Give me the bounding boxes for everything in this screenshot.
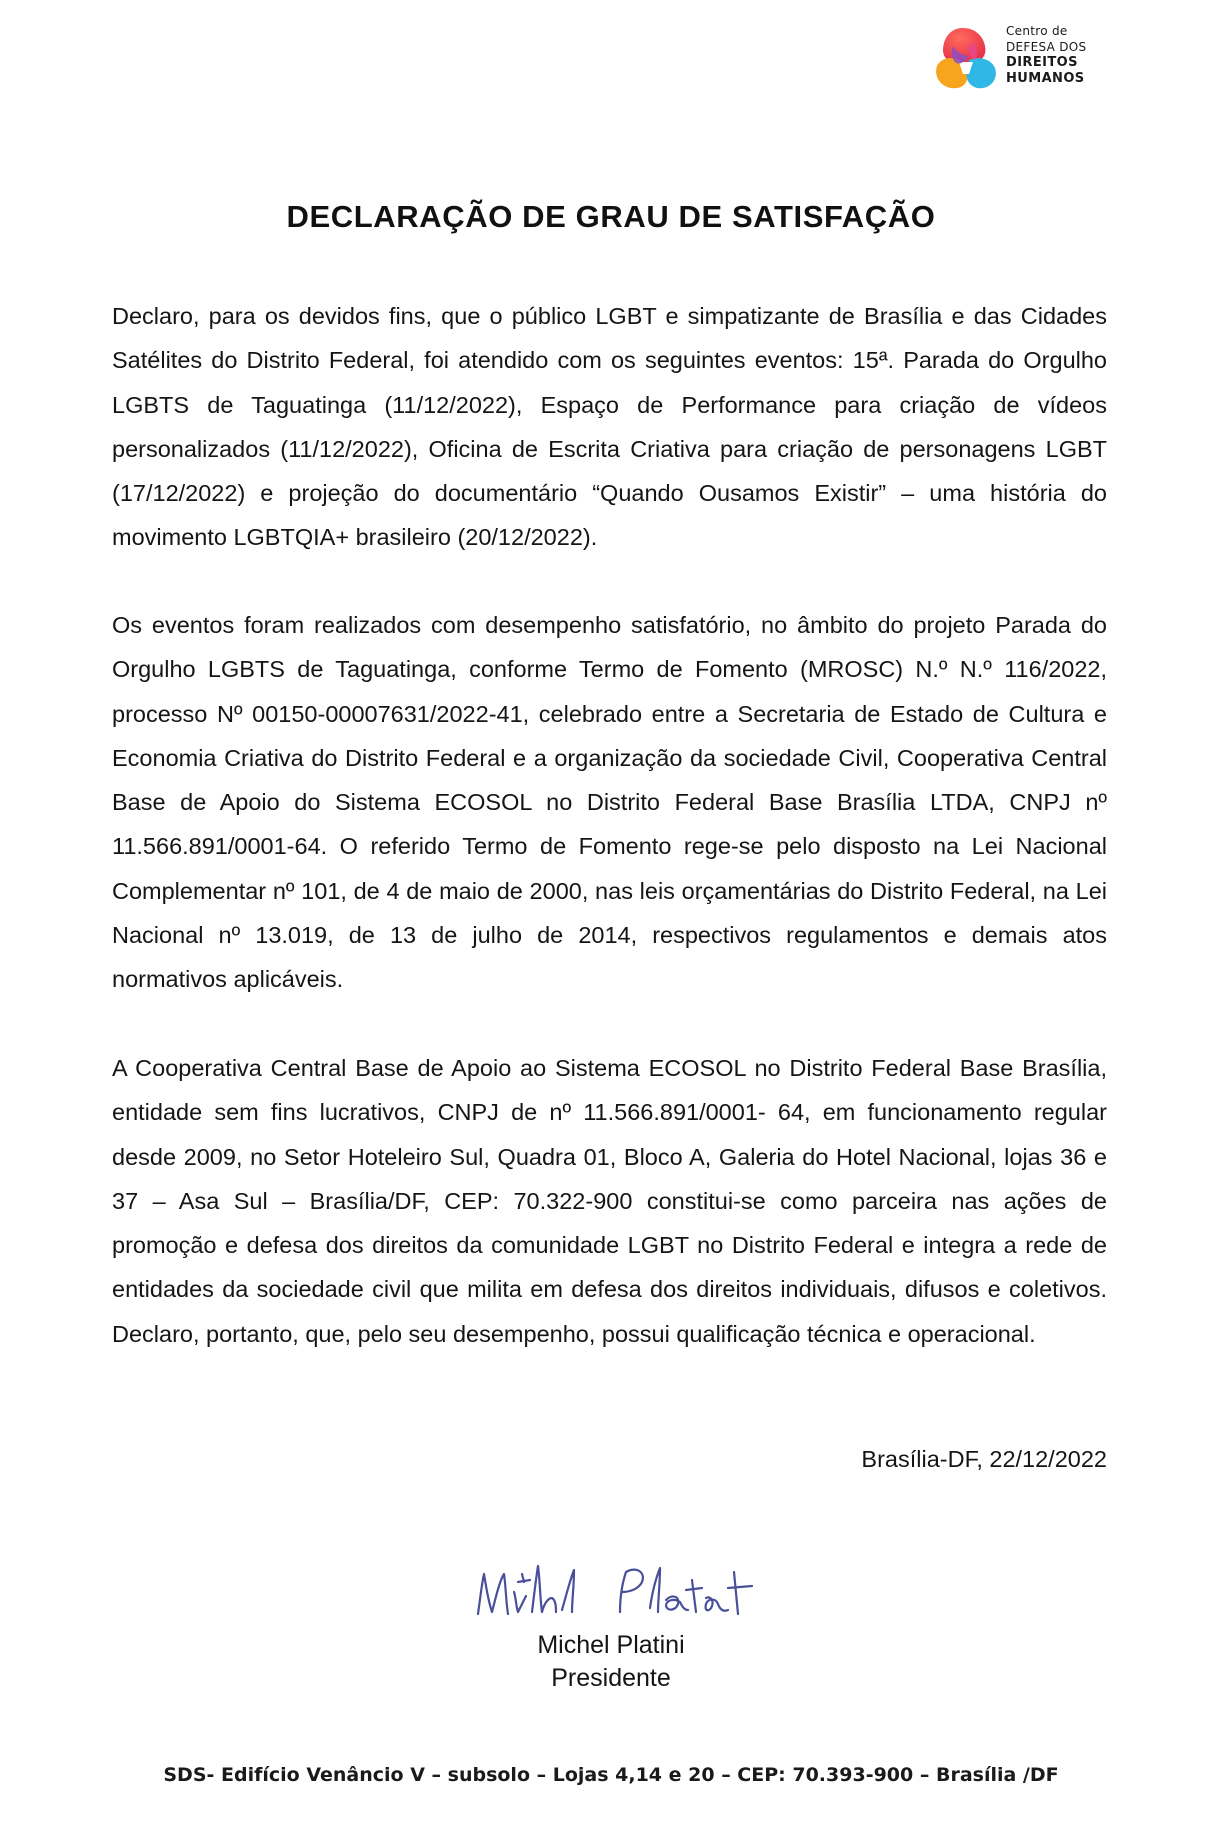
signature-image bbox=[470, 1552, 770, 1630]
paragraph-1: Declaro, para os devidos fins, que o público LGBT e simpatizante de Brasília e das Cidades Satélites do Distrito Federal, foi atendido com os seguintes eventos: 15ª. Parada do Orgulho LGBTS de Taguatinga (11/12/2022), Espaço de Performance para criação de vídeos personalizados (11/12/2022), Oficina de Escrita Criativa para criação de personagens LGBT (17/12/2022) e projeção do documentário “Quando Ousamos Existir” – uma história do movimento LGBTQIA+ brasileiro (20/12/2022). bbox=[112, 303, 1107, 551]
paragraph-3: A Cooperativa Central Base de Apoio ao Sistema ECOSOL no Distrito Federal Base Brasília, entidade sem fins lucrativos, CNPJ de nº 11.566.891/0001- 64, em funcionamento regular desde 2009, no Setor Hoteleiro Sul, Quadra 01, Bloco A, Galeria do Hotel Nacional, lojas 36 e 37 – Asa Sul – Brasília/DF, CEP: 70.322-900 constitui-se como parceira nas ações de promoção e defesa dos direitos da comunidade LGBT no Distrito Federal e integra a rede de entidades da sociedade civil que milita em defesa dos direitos individuais, difusos e coletivos. Declaro, portanto, que, pelo seu desempenho, possui qualificação técnica e operacional. bbox=[112, 1055, 1107, 1347]
logo-mark-icon bbox=[929, 22, 1001, 92]
paragraph-2: Os eventos foram realizados com desempenho satisfatório, no âmbito do projeto Parada do Orgulho LGBTS de Taguatinga, conforme Termo de Fomento (MROSC) N.º N.º 116/2022, processo Nº 00150-00007631/2022-41, celebrado entre a Secretaria de Estado de Cultura e Economia Criativa do Distrito Federal e a organização da sociedade Civil, Cooperativa Central Base de Apoio do Sistema ECOSOL no Distrito Federal Base Brasília LTDA, CNPJ nº 11.566.891/0001-64. O referido Termo de Fomento rege-se pelo disposto na Lei Nacional Complementar nº 101, de 4 de maio de 2000, nas leis orçamentárias do Distrito Federal, na Lei Nacional nº 13.019, de 13 de julho de 2014, respectivos regulamentos e demais atos normativos aplicáveis. bbox=[112, 612, 1107, 993]
logo-line-2: DEFESA DOS bbox=[1006, 40, 1087, 54]
logo bbox=[929, 20, 1099, 92]
logo-text bbox=[1006, 23, 1086, 87]
footer-address: SDS- Edifício Venâncio V – subsolo – Lojas 4,14 e 20 – CEP: 70.393-900 – Brasília /DF bbox=[163, 1764, 1059, 1786]
date-line: Brasília-DF, 22/12/2022 bbox=[861, 1446, 1107, 1472]
document-title: DECLARAÇÃO DE GRAU DE SATISFAÇÃO bbox=[286, 199, 936, 234]
signer-role: Presidente bbox=[551, 1664, 671, 1692]
logo-line-4: HUMANOS bbox=[1006, 71, 1085, 86]
logo-line-1: Centro de bbox=[1006, 24, 1068, 38]
logo-line-3: DIREITOS bbox=[1006, 55, 1078, 70]
signer-name: Michel Platini bbox=[537, 1631, 685, 1659]
